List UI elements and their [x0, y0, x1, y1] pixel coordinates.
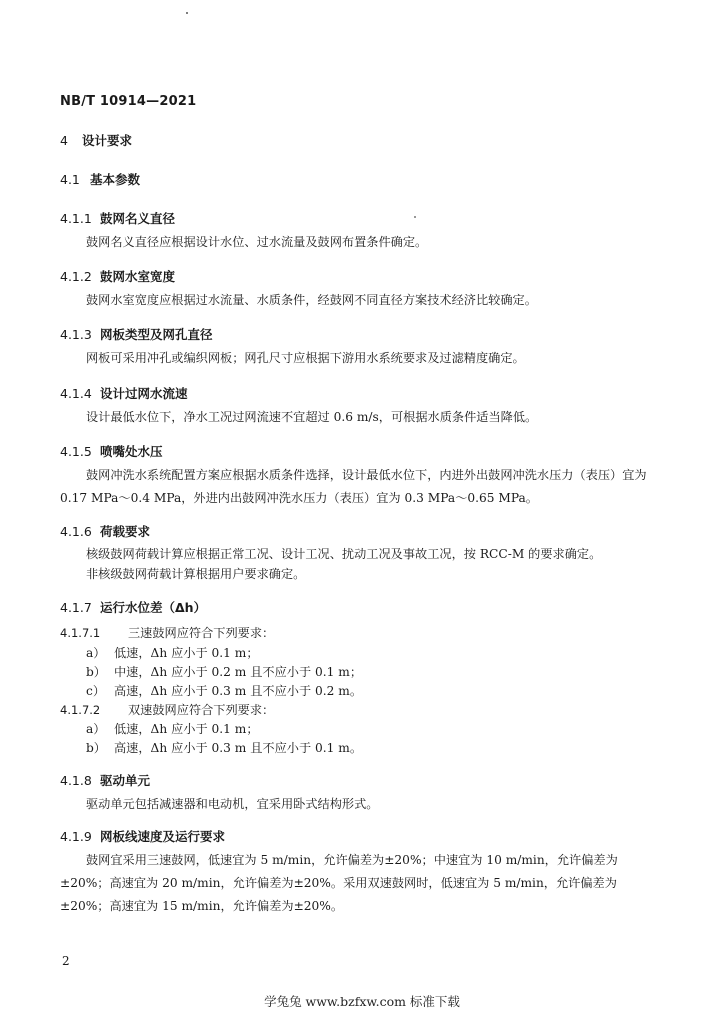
section-title: 运行水位差（Δh） [100, 600, 207, 615]
section-title: 设计要求 [82, 133, 133, 148]
section-number: 4 [60, 133, 68, 148]
list-marker: b） [86, 665, 106, 679]
section-4-1-8-heading [60, 771, 150, 789]
section-number: 4.1.2 [60, 269, 92, 284]
section-number: 4.1.6 [60, 524, 92, 539]
clause-4-1-7-2 [60, 701, 274, 718]
scan-speck [186, 12, 188, 14]
section-4-1-9-heading [60, 827, 225, 845]
page-number: 2 [62, 954, 70, 968]
section-4-1-5-body: 鼓网冲洗水系统配置方案应根据水质条件选择，设计最低水位下，内进外出鼓网冲洗水压力（表压）宜为 0.17 MPa～0.4 MPa，外进内出鼓网冲洗水压力（表压）宜为 0.3 MPa～0.65 MPa。 [60, 468, 647, 505]
section-title: 网板类型及网孔直径 [100, 327, 213, 342]
list-marker: b） [86, 741, 106, 755]
section-4-1-6-line-1: 核级鼓网荷载计算应根据正常工况、设计工况、扰动工况及事故工况，按 RCC-M 的要求确定。 [86, 547, 602, 561]
section-4-1-3-heading [60, 325, 213, 343]
clause-number: 4.1.7.2 [60, 703, 101, 717]
section-title: 喷嘴处水压 [100, 444, 163, 459]
section-number: 4.1.8 [60, 773, 92, 788]
section-4-1-heading [60, 170, 140, 188]
section-4-1-7-heading [60, 598, 206, 616]
clause-text: 双速鼓网应符合下列要求： [128, 703, 275, 717]
section-4-1-4-body: 设计最低水位下，净水工况过网流速不宜超过 0.6 m/s，可根据水质条件适当降低。 [86, 410, 538, 424]
list-text: 低速，Δh 应小于 0.1 m； [114, 646, 259, 660]
list-text: 低速，Δh 应小于 0.1 m； [114, 722, 259, 736]
list-text: 高速，Δh 应小于 0.3 m 且不应小于 0.1 m。 [114, 741, 363, 755]
clause-4-1-7-1 [60, 624, 274, 641]
list-item [86, 644, 259, 661]
scan-speck [414, 216, 416, 218]
section-number: 4.1.9 [60, 829, 92, 844]
section-4-heading [60, 131, 132, 149]
section-number: 4.1 [60, 172, 80, 187]
download-footer: 学兔兔 www.bzfxw.com 标准下载 [264, 994, 460, 1009]
section-title: 基本参数 [90, 172, 141, 187]
list-text: 高速，Δh 应小于 0.3 m 且不应小于 0.2 m。 [114, 684, 363, 698]
section-4-1-9-body: 鼓网宜采用三速鼓网，低速宜为 5 m/min，允许偏差为±20%；中速宜为 10 m/min，允许偏差为±20%；高速宜为 20 m/min，允许偏差为±20%。采用双速鼓网时，低速宜为 5 m/min，允许偏差为±20%；高速宜为 15 m/min，允许偏差为±20%。 [60, 853, 618, 913]
list-item [86, 720, 259, 737]
section-title: 鼓网名义直径 [100, 211, 176, 226]
section-number: 4.1.5 [60, 444, 92, 459]
section-number: 4.1.1 [60, 211, 92, 226]
section-title: 驱动单元 [100, 773, 151, 788]
section-title: 鼓网水室宽度 [100, 269, 176, 284]
section-number: 4.1.7 [60, 600, 92, 615]
section-4-1-2-heading [60, 267, 175, 285]
list-marker: c） [86, 684, 106, 698]
clause-number: 4.1.7.1 [60, 626, 101, 640]
list-item [86, 663, 362, 680]
list-item [86, 682, 362, 699]
clause-text: 三速鼓网应符合下列要求： [128, 626, 275, 640]
list-text: 中速，Δh 应小于 0.2 m 且不应小于 0.1 m； [114, 665, 363, 679]
list-item [86, 739, 362, 756]
section-title: 设计过网水流速 [100, 386, 188, 401]
section-4-1-4-heading [60, 384, 188, 402]
section-4-1-8-body: 驱动单元包括减速器和电动机，宜采用卧式结构形式。 [86, 797, 379, 811]
section-4-1-2-body: 鼓网水室宽度应根据过水流量、水质条件，经鼓网不同直径方案技术经济比较确定。 [86, 293, 537, 307]
section-title: 荷载要求 [100, 524, 151, 539]
section-number: 4.1.3 [60, 327, 92, 342]
section-4-1-5-heading [60, 442, 163, 460]
section-number: 4.1.4 [60, 386, 92, 401]
section-4-1-3-body: 网板可采用冲孔或编织网板；网孔尺寸应根据下游用水系统要求及过滤精度确定。 [86, 351, 525, 365]
section-4-1-6-line-2: 非核级鼓网荷载计算根据用户要求确定。 [86, 567, 306, 581]
standard-code: NB/T 10914—2021 [60, 94, 197, 109]
section-4-1-6-heading [60, 522, 150, 540]
section-title: 网板线速度及运行要求 [100, 829, 226, 844]
list-marker: a） [86, 722, 106, 736]
section-4-1-1-body: 鼓网名义直径应根据设计水位、过水流量及鼓网布置条件确定。 [86, 235, 428, 249]
section-4-1-1-heading [60, 209, 175, 227]
list-marker: a） [86, 646, 106, 660]
